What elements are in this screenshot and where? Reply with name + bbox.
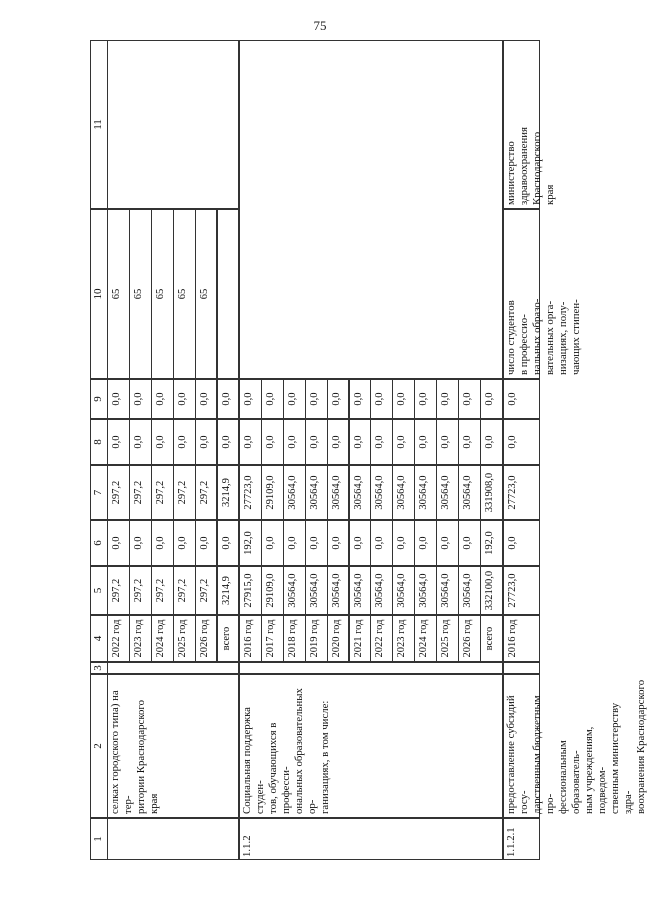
value-cell: 30564,0 — [327, 566, 350, 615]
value-cell: 0,0 — [283, 419, 306, 465]
value-cell: 297,2 — [173, 566, 196, 615]
value-cell: 30564,0 — [458, 465, 481, 520]
value-cell: 0,0 — [480, 419, 503, 465]
indicator-value-cell: 65 — [195, 209, 218, 379]
value-cell: 0,0 — [173, 419, 196, 465]
value-cell: 27915,0 — [239, 566, 262, 615]
value-cell: 297,2 — [195, 566, 218, 615]
value-cell: 297,2 — [151, 465, 174, 520]
value-cell: 30564,0 — [370, 465, 393, 520]
value-cell: 30564,0 — [436, 566, 459, 615]
value-cell: 29109,0 — [261, 465, 284, 520]
value-cell: 0,0 — [129, 520, 152, 566]
value-cell: 30564,0 — [392, 465, 415, 520]
empty-cell — [107, 662, 239, 674]
column-header-5: 5 — [90, 566, 108, 615]
column-header-8: 8 — [90, 419, 108, 465]
year-cell: 2021 год — [349, 615, 372, 662]
column-header-4: 4 — [90, 615, 108, 662]
column-header-10: 10 — [90, 209, 108, 379]
value-cell: 0,0 — [414, 419, 437, 465]
value-cell: 27723,0 — [503, 465, 540, 520]
value-cell: 0,0 — [370, 419, 393, 465]
year-cell: 2024 год — [414, 615, 437, 662]
year-cell: 2020 год — [327, 615, 350, 662]
value-cell: 0,0 — [458, 379, 481, 419]
value-cell: 0,0 — [151, 520, 174, 566]
year-cell: 2017 год — [261, 615, 284, 662]
value-cell: 0,0 — [349, 419, 372, 465]
value-cell: 0,0 — [261, 379, 284, 419]
indicator-value-cell — [217, 209, 240, 379]
value-cell: 0,0 — [129, 419, 152, 465]
value-cell: 0,0 — [239, 419, 262, 465]
value-cell: 30564,0 — [283, 566, 306, 615]
value-cell: 30564,0 — [436, 465, 459, 520]
row-index-cell — [107, 818, 239, 860]
year-cell: 2022 год — [107, 615, 130, 662]
value-cell: 0,0 — [239, 379, 262, 419]
row-description: Социальная поддержка студен- тов, обучающихся в професси- ональных образовательных ор- ганизациях, в том числе: — [239, 674, 503, 818]
value-cell: 0,0 — [195, 379, 218, 419]
indicator-value-cell: 65 — [173, 209, 196, 379]
value-cell: 0,0 — [327, 379, 350, 419]
value-cell: 0,0 — [217, 520, 240, 566]
year-cell: 2016 год — [503, 615, 540, 662]
value-cell: 0,0 — [392, 419, 415, 465]
value-cell: 0,0 — [217, 379, 240, 419]
year-cell: 2019 год — [305, 615, 328, 662]
year-cell: 2025 год — [173, 615, 196, 662]
value-cell: 0,0 — [458, 419, 481, 465]
value-cell: 297,2 — [107, 465, 130, 520]
value-cell: 30564,0 — [305, 566, 328, 615]
value-cell: 30564,0 — [327, 465, 350, 520]
empty-cell — [107, 40, 239, 209]
value-cell: 297,2 — [195, 465, 218, 520]
value-cell: 0,0 — [151, 419, 174, 465]
value-cell: 30564,0 — [349, 566, 372, 615]
value-cell: 0,0 — [283, 379, 306, 419]
column-header-1: 1 — [90, 818, 108, 860]
value-cell: 331908,0 — [480, 465, 503, 520]
value-cell: 0,0 — [436, 520, 459, 566]
value-cell: 0,0 — [107, 520, 130, 566]
value-cell: 0,0 — [392, 379, 415, 419]
empty-cell — [503, 662, 540, 674]
table-viewport — [90, 40, 647, 860]
indicator-description: число студентов в профессио- нальных образо- вательных орга- низациях, полу- чающих стипен- — [503, 209, 540, 379]
value-cell: 0,0 — [261, 520, 284, 566]
value-cell: 297,2 — [129, 465, 152, 520]
value-cell: 3214,9 — [217, 465, 240, 520]
value-cell: 0,0 — [392, 520, 415, 566]
year-cell: 2018 год — [283, 615, 306, 662]
column-header-11: 11 — [90, 40, 108, 209]
column-header-6: 6 — [90, 520, 108, 566]
value-cell: 0,0 — [305, 419, 328, 465]
value-cell: 0,0 — [503, 520, 540, 566]
value-cell: 3214,9 — [217, 566, 240, 615]
value-cell: 30564,0 — [414, 465, 437, 520]
value-cell: 0,0 — [195, 419, 218, 465]
value-cell: 332100,0 — [480, 566, 503, 615]
year-cell: 2025 год — [436, 615, 459, 662]
value-cell: 297,2 — [151, 566, 174, 615]
value-cell: 30564,0 — [305, 465, 328, 520]
row-index: 1.1.2.1 — [503, 818, 540, 860]
value-cell: 27723,0 — [503, 566, 540, 615]
value-cell: 30564,0 — [414, 566, 437, 615]
value-cell: 0,0 — [349, 379, 372, 419]
value-cell: 0,0 — [107, 379, 130, 419]
indicator-value-cell: 65 — [151, 209, 174, 379]
value-cell: 192,0 — [239, 520, 262, 566]
value-cell: 29109,0 — [261, 566, 284, 615]
row-index: 1.1.2 — [239, 818, 503, 860]
year-cell: 2026 год — [195, 615, 218, 662]
value-cell: 0,0 — [173, 379, 196, 419]
empty-cell — [239, 662, 503, 674]
indicator-value-cell: 65 — [129, 209, 152, 379]
value-cell: 297,2 — [129, 566, 152, 615]
year-cell: 2016 год — [239, 615, 262, 662]
value-cell: 30564,0 — [349, 465, 372, 520]
value-cell: 30564,0 — [370, 566, 393, 615]
value-cell: 30564,0 — [283, 465, 306, 520]
column-header-7: 7 — [90, 465, 108, 520]
value-cell: 0,0 — [503, 379, 540, 419]
value-cell: 0,0 — [261, 419, 284, 465]
value-cell: 0,0 — [327, 419, 350, 465]
value-cell: 0,0 — [107, 419, 130, 465]
value-cell: 0,0 — [370, 379, 393, 419]
page-number: 75 — [313, 18, 327, 33]
value-cell: 0,0 — [195, 520, 218, 566]
value-cell: 27723,0 — [239, 465, 262, 520]
row-description: предоставление субсидий госу- дарственным бюджетным про- фессиональным образователь- ным учреждениям, подведом- ственным министерству здра- воохранения Краснодарского — [503, 674, 540, 818]
value-cell: 30564,0 — [392, 566, 415, 615]
year-cell: 2024 год — [151, 615, 174, 662]
year-cell: 2022 год — [370, 615, 393, 662]
value-cell: 0,0 — [503, 419, 540, 465]
year-cell: 2023 год — [129, 615, 152, 662]
value-cell: 0,0 — [349, 520, 372, 566]
column-header-3: 3 — [90, 662, 108, 674]
value-cell: 0,0 — [458, 520, 481, 566]
value-cell: 192,0 — [480, 520, 503, 566]
value-cell: 0,0 — [305, 520, 328, 566]
column-header-2: 2 — [90, 674, 108, 818]
value-cell: 0,0 — [217, 419, 240, 465]
budget-table — [90, 40, 647, 860]
value-cell: 0,0 — [436, 379, 459, 419]
value-cell: 0,0 — [414, 520, 437, 566]
value-cell: 30564,0 — [458, 566, 481, 615]
value-cell: 0,0 — [436, 419, 459, 465]
responsible-party: министерство здравоохранения Краснодарского края — [503, 40, 540, 209]
value-cell: 0,0 — [327, 520, 350, 566]
empty-cell — [239, 40, 503, 379]
value-cell: 0,0 — [414, 379, 437, 419]
year-cell: 2023 год — [392, 615, 415, 662]
value-cell: 297,2 — [173, 465, 196, 520]
value-cell: 0,0 — [173, 520, 196, 566]
year-cell: всего — [217, 615, 240, 662]
value-cell: 297,2 — [107, 566, 130, 615]
value-cell: 0,0 — [151, 379, 174, 419]
year-cell: всего — [480, 615, 503, 662]
value-cell: 0,0 — [370, 520, 393, 566]
value-cell: 0,0 — [283, 520, 306, 566]
row-description: селках городского типа) на тер- ритории Краснодарского края — [107, 674, 239, 818]
value-cell: 0,0 — [305, 379, 328, 419]
value-cell: 0,0 — [129, 379, 152, 419]
indicator-value-cell: 65 — [107, 209, 130, 379]
value-cell: 0,0 — [480, 379, 503, 419]
column-header-9: 9 — [90, 379, 108, 419]
year-cell: 2026 год — [458, 615, 481, 662]
